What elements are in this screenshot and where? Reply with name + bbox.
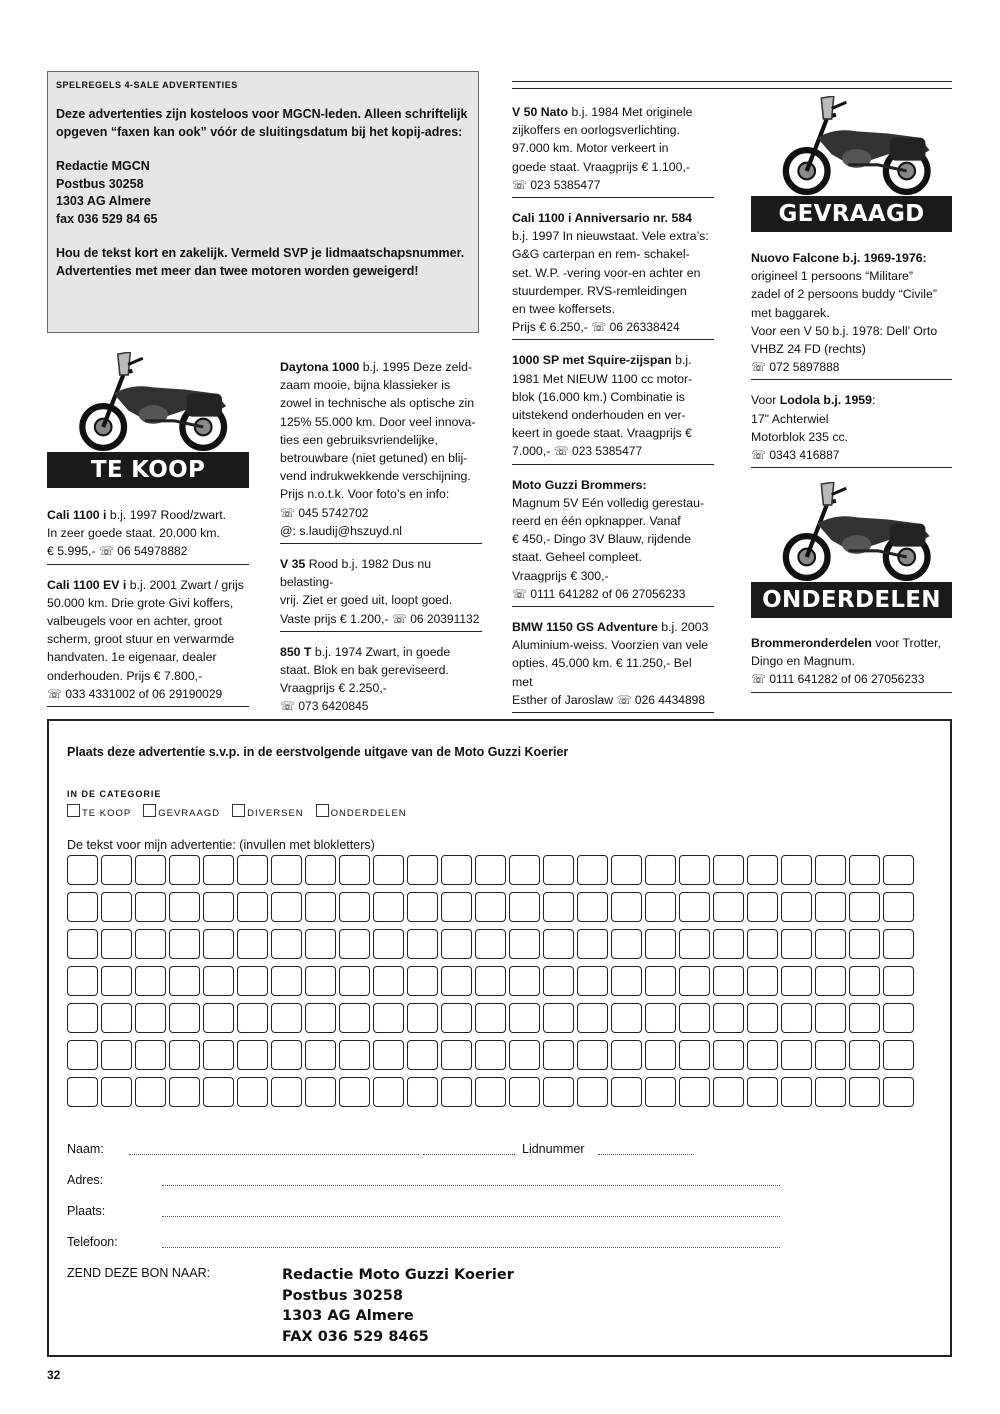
letter-cell[interactable] bbox=[407, 1003, 438, 1033]
ad-title: V 35 bbox=[280, 557, 306, 572]
category-te-koop[interactable] bbox=[67, 804, 131, 819]
ad-item bbox=[512, 198, 714, 340]
category-option-label: DIVERSEN bbox=[247, 808, 304, 819]
category-diversen[interactable] bbox=[232, 804, 304, 819]
send-address-line: FAX 036 529 8465 bbox=[282, 1328, 429, 1345]
letter-cell[interactable] bbox=[101, 892, 132, 922]
letter-cell[interactable] bbox=[101, 855, 132, 885]
letter-cell[interactable] bbox=[645, 1003, 676, 1033]
letter-cell[interactable] bbox=[883, 1077, 914, 1107]
letter-cell[interactable] bbox=[169, 892, 200, 922]
letter-cell[interactable] bbox=[849, 1003, 880, 1033]
rules-address-line: fax 036 529 84 65 bbox=[56, 211, 158, 226]
letter-cell[interactable] bbox=[679, 929, 710, 959]
letter-cell[interactable] bbox=[747, 1077, 778, 1107]
letter-cell[interactable] bbox=[849, 929, 880, 959]
letter-cell[interactable] bbox=[815, 892, 846, 922]
letter-cell[interactable] bbox=[475, 1003, 506, 1033]
letter-cell[interactable] bbox=[815, 929, 846, 959]
checkbox[interactable] bbox=[232, 804, 245, 817]
letter-cell[interactable] bbox=[883, 855, 914, 885]
category-label: IN DE CATEGORIE bbox=[67, 789, 162, 799]
ad-item bbox=[512, 465, 714, 607]
letter-cell[interactable] bbox=[339, 929, 370, 959]
letter-cell[interactable] bbox=[305, 1003, 336, 1033]
letter-cell[interactable] bbox=[203, 1040, 234, 1070]
ad-body: Rood b.j. 1982 Dus nu belasting- vrij. Ziet er goed uit, loopt goed. Vaste prijs € 1.200,- bbox=[280, 557, 453, 626]
name-label: Naam: bbox=[67, 1142, 104, 1156]
category-onderdelen[interactable] bbox=[316, 804, 407, 819]
letter-cell[interactable] bbox=[509, 1003, 540, 1033]
ad-phone: ☏ 023 5385477 bbox=[553, 444, 643, 459]
city-label: Plaats: bbox=[67, 1204, 106, 1218]
letter-cell[interactable] bbox=[883, 1003, 914, 1033]
letter-cell[interactable] bbox=[713, 966, 744, 996]
letter-cell[interactable] bbox=[611, 929, 642, 959]
letter-cell[interactable] bbox=[339, 966, 370, 996]
letter-cell[interactable] bbox=[271, 855, 302, 885]
letter-cell[interactable] bbox=[101, 966, 132, 996]
letter-cell[interactable] bbox=[441, 966, 472, 996]
ad-order-form bbox=[47, 719, 952, 1357]
letter-cell[interactable] bbox=[849, 892, 880, 922]
letter-cell[interactable] bbox=[611, 1077, 642, 1107]
letter-cell[interactable] bbox=[883, 892, 914, 922]
letter-cell[interactable] bbox=[339, 1003, 370, 1033]
letter-cell[interactable] bbox=[441, 1003, 472, 1033]
ad-phone: ☏ 026 4434898 bbox=[616, 692, 705, 707]
ad-title: BMW 1150 GS Adventure bbox=[512, 620, 658, 635]
send-address-line: Redactie Moto Guzzi Koerier bbox=[282, 1267, 514, 1283]
letter-cell[interactable] bbox=[373, 929, 404, 959]
letter-cell[interactable] bbox=[237, 929, 268, 959]
letter-cell[interactable] bbox=[271, 929, 302, 959]
ad-body: b.j. 1981 Met NIEUW 1100 cc motor- blok (16.000 km.) Combinatie is uitstekend onderhouden en ver- keert in goede staat. Vraagprijs € 7.000,- bbox=[512, 353, 693, 459]
letter-cell[interactable] bbox=[781, 855, 812, 885]
letter-cell[interactable] bbox=[67, 892, 98, 922]
letter-cell[interactable] bbox=[67, 966, 98, 996]
letter-cell[interactable] bbox=[237, 1003, 268, 1033]
ad-body: b.j. 1997 In nieuwstaat. Vele extra’s: G&G carterpan en rem- schakel- set. W.P. -vering voor-en achter en stuurdemper. RVS-remleidingen en twee koffersets. Prijs € 6.250,- bbox=[512, 229, 709, 335]
checkbox[interactable] bbox=[316, 804, 329, 817]
letter-cell[interactable] bbox=[271, 1077, 302, 1107]
letter-cell[interactable] bbox=[237, 892, 268, 922]
send-address-line: Postbus 30258 bbox=[282, 1287, 403, 1304]
send-label: ZEND DEZE BON NAAR: bbox=[67, 1266, 211, 1280]
letter-cell[interactable] bbox=[203, 1077, 234, 1107]
letter-cell[interactable] bbox=[645, 855, 676, 885]
address-field[interactable] bbox=[162, 1185, 780, 1186]
top-rule bbox=[512, 81, 952, 82]
letter-cell[interactable] bbox=[271, 892, 302, 922]
letter-cell[interactable] bbox=[373, 892, 404, 922]
letter-cell[interactable] bbox=[237, 1040, 268, 1070]
letter-cell[interactable] bbox=[169, 966, 200, 996]
ad-body: b.j. 2001 Zwart / grijs 50.000 km. Drie grote Givi koffers, valbeugels voor en achter, groot scherm, groot stuur en verwarmde handvaten. 1e eigenaar, dealer onderhouden. Prijs € 7.800,- bbox=[47, 577, 244, 683]
letter-cell[interactable] bbox=[305, 929, 336, 959]
letter-cell[interactable] bbox=[135, 1040, 166, 1070]
ad-title: 850 T bbox=[280, 644, 312, 659]
ad-item bbox=[751, 246, 952, 380]
letter-cell[interactable] bbox=[475, 1077, 506, 1107]
letter-cell[interactable] bbox=[441, 929, 472, 959]
letter-cell[interactable] bbox=[883, 929, 914, 959]
ad-body: voor Trotter, Dingo en Magnum. bbox=[751, 636, 941, 669]
letter-cell[interactable] bbox=[543, 1003, 574, 1033]
letter-cell[interactable] bbox=[747, 1003, 778, 1033]
ad-body: b.j. 1974 Zwart, in goede staat. Blok en bak gereviseerd. Vraagprijs € 2.250,- bbox=[280, 644, 451, 696]
ad-phone: ☏ 033 4331002 of 06 29190029 bbox=[47, 686, 223, 701]
category-options bbox=[67, 804, 407, 819]
gevraagd-banner: GEVRAAGD bbox=[751, 196, 952, 232]
checkbox[interactable] bbox=[143, 804, 156, 817]
rules-address-line: Redactie MGCN bbox=[56, 159, 150, 173]
text-label: De tekst voor mijn advertentie: (invullen met blokletters) bbox=[67, 838, 375, 852]
letter-cell[interactable] bbox=[135, 929, 166, 959]
letter-cell[interactable] bbox=[441, 855, 472, 885]
column-2 bbox=[280, 355, 482, 720]
letter-cell[interactable] bbox=[509, 929, 540, 959]
ad-phone: ☏ 073 6420845 bbox=[280, 699, 369, 714]
letter-cell[interactable] bbox=[305, 1040, 336, 1070]
letter-cell[interactable] bbox=[543, 1040, 574, 1070]
letter-cell[interactable] bbox=[509, 892, 540, 922]
letter-cell[interactable] bbox=[373, 1040, 404, 1070]
ad-item bbox=[280, 632, 482, 720]
letter-cell[interactable] bbox=[679, 1040, 710, 1070]
letter-cell[interactable] bbox=[67, 1040, 98, 1070]
letter-cell[interactable] bbox=[203, 1003, 234, 1033]
ad-phone: ☏ 0111 641282 of 06 27056233 bbox=[512, 586, 686, 601]
letter-cell[interactable] bbox=[373, 855, 404, 885]
letter-cell[interactable] bbox=[271, 1003, 302, 1033]
send-address-line: 1303 AG Almere bbox=[282, 1308, 414, 1324]
ad-body: b.j. 1984 Met originele zijkoffers en oorlogsverlichting. 97.000 km. Motor verkeert in goede staat. Vraagprijs € 1.100,- bbox=[512, 105, 693, 174]
letter-cell[interactable] bbox=[407, 966, 438, 996]
ad-item bbox=[280, 355, 482, 544]
letter-cell[interactable] bbox=[407, 1040, 438, 1070]
rules-address bbox=[56, 158, 470, 228]
ad-phone: ☏ 06 20391132 bbox=[391, 611, 480, 626]
te-koop-banner: TE KOOP bbox=[47, 452, 249, 488]
member-label: Lidnummer bbox=[522, 1142, 585, 1156]
letter-cell[interactable] bbox=[679, 855, 710, 885]
category-gevraagd[interactable] bbox=[143, 804, 220, 819]
letter-cell[interactable] bbox=[271, 1040, 302, 1070]
rules-heading: SPELREGELS 4-SALE ADVERTENTIES bbox=[56, 80, 238, 90]
letter-cell[interactable] bbox=[713, 929, 744, 959]
letter-cell[interactable] bbox=[849, 855, 880, 885]
letter-cell[interactable] bbox=[713, 1003, 744, 1033]
letter-cell[interactable] bbox=[611, 892, 642, 922]
page-number: 32 bbox=[47, 1368, 61, 1382]
onderdelen-header bbox=[751, 482, 952, 618]
letter-cell[interactable] bbox=[475, 929, 506, 959]
ad-email: @: s.laudij@hszuyd.nl bbox=[280, 523, 403, 538]
letter-cell[interactable] bbox=[271, 966, 302, 996]
ad-phone: ☏ 0111 641282 of 06 27056233 bbox=[751, 672, 925, 687]
ad-title: 1000 SP met Squire-zijspan bbox=[512, 353, 672, 368]
ad-item bbox=[751, 380, 952, 468]
ad-title: Cali 1100 EV i bbox=[47, 577, 127, 592]
letter-cell[interactable] bbox=[67, 1077, 98, 1107]
letter-cell[interactable] bbox=[407, 855, 438, 885]
letter-cell[interactable] bbox=[407, 929, 438, 959]
letter-cell[interactable] bbox=[169, 855, 200, 885]
letter-cell[interactable] bbox=[475, 1040, 506, 1070]
letter-cell[interactable] bbox=[645, 966, 676, 996]
ad-title: Cali 1100 i bbox=[47, 508, 107, 522]
letter-cell[interactable] bbox=[781, 1003, 812, 1033]
ad-item bbox=[280, 544, 482, 632]
letter-cell[interactable] bbox=[849, 1077, 880, 1107]
letter-cell[interactable] bbox=[543, 929, 574, 959]
letter-cell[interactable] bbox=[781, 1040, 812, 1070]
name-field-extra[interactable] bbox=[423, 1154, 515, 1155]
letter-cell[interactable] bbox=[101, 929, 132, 959]
checkbox[interactable] bbox=[67, 804, 80, 817]
address-label: Adres: bbox=[67, 1173, 104, 1187]
letter-cell[interactable] bbox=[645, 929, 676, 959]
ad-title: Lodola b.j. 1959 bbox=[779, 393, 872, 408]
letter-cell[interactable] bbox=[135, 892, 166, 922]
rules-note: Hou de tekst kort en zakelijk. Vermeld SVP je lidmaatschapsnummer. Advertenties met meer dan twee motoren worden geweigerd! bbox=[56, 246, 465, 278]
ad-body: b.j. 2003 Aluminium-weiss. Voorzien van vele opties. 45.000 km. € 11.250,- Bel met Esther of Jaroslaw bbox=[512, 620, 709, 707]
letter-cell[interactable] bbox=[203, 855, 234, 885]
letter-cell[interactable] bbox=[339, 892, 370, 922]
phone-label: Telefoon: bbox=[67, 1235, 118, 1249]
letter-cell[interactable] bbox=[373, 1003, 404, 1033]
ad-phone: ☏ 0343 416887 bbox=[751, 448, 840, 463]
letter-cell[interactable] bbox=[781, 892, 812, 922]
letter-cell[interactable] bbox=[815, 1077, 846, 1107]
letter-cell[interactable] bbox=[101, 1003, 132, 1033]
ad-item bbox=[751, 631, 952, 693]
letter-cell[interactable] bbox=[509, 1040, 540, 1070]
letter-cell[interactable] bbox=[543, 966, 574, 996]
letter-cell[interactable] bbox=[815, 966, 846, 996]
top-rule bbox=[512, 88, 952, 89]
letter-cell[interactable] bbox=[67, 929, 98, 959]
letter-cell[interactable] bbox=[645, 1040, 676, 1070]
letter-cell[interactable] bbox=[203, 929, 234, 959]
letter-cell[interactable] bbox=[135, 855, 166, 885]
ad-title: Cali 1100 i Anniversario nr. 584 bbox=[512, 211, 692, 226]
letter-cell[interactable] bbox=[611, 1040, 642, 1070]
letter-cell[interactable] bbox=[781, 1077, 812, 1107]
ad-item bbox=[512, 607, 714, 713]
column-3 bbox=[512, 100, 714, 713]
letter-cell[interactable] bbox=[441, 1077, 472, 1107]
ad-title: Daytona 1000 bbox=[280, 360, 360, 374]
member-number-field[interactable] bbox=[598, 1154, 694, 1155]
ad-body: b.j. 1995 Deze zeld- zaam mooie, bijna klassieker is zowel in technische als optische zin 125% 55.000 km. Door veel innova- ties een gebruiksvriendelijke, betrouwbare (niet getuned) en blij- vend indrukwekkende verschijning. Prijs n.o.t.k. Voor foto’s en info: bbox=[280, 360, 476, 502]
ad-body: Magnum 5V Eén volledig gerestau- reerd en één opknapper. Vanaf € 450,- Dingo 3V Blauw, rijdende staat. Geheel compleet. Vraagprijs € 300,- bbox=[512, 495, 705, 583]
letter-cell[interactable] bbox=[815, 1040, 846, 1070]
letter-cell[interactable] bbox=[781, 929, 812, 959]
category-option-label: ONDERDELEN bbox=[330, 808, 407, 819]
motorcycle-illustration bbox=[751, 482, 952, 582]
letter-cell[interactable] bbox=[169, 929, 200, 959]
letter-cell[interactable] bbox=[509, 966, 540, 996]
letter-cell[interactable] bbox=[373, 1077, 404, 1107]
send-address bbox=[282, 1265, 514, 1347]
ad-title: V 50 Nato bbox=[512, 105, 569, 119]
letter-cell[interactable] bbox=[577, 1003, 608, 1033]
letter-cell[interactable] bbox=[135, 1077, 166, 1107]
letter-cell[interactable] bbox=[849, 1040, 880, 1070]
letter-cell[interactable] bbox=[101, 1077, 132, 1107]
ad-phone: ☏ 023 5385477 bbox=[512, 177, 601, 192]
rules-address-line: 1303 AG Almere bbox=[56, 194, 151, 208]
column-4 bbox=[751, 246, 952, 468]
letter-cell[interactable] bbox=[577, 855, 608, 885]
letter-cell[interactable] bbox=[407, 892, 438, 922]
letter-cell[interactable] bbox=[373, 966, 404, 996]
letter-cell[interactable] bbox=[203, 892, 234, 922]
letter-cell[interactable] bbox=[67, 1003, 98, 1033]
ad-phone: ☏ 045 5742702 bbox=[280, 505, 369, 520]
letter-cell[interactable] bbox=[339, 1040, 370, 1070]
name-field[interactable] bbox=[129, 1154, 419, 1155]
letter-cell[interactable] bbox=[645, 1077, 676, 1107]
motorcycle-illustration bbox=[47, 352, 249, 452]
letter-cell[interactable] bbox=[135, 966, 166, 996]
letter-cell[interactable] bbox=[305, 966, 336, 996]
letter-cell[interactable] bbox=[679, 892, 710, 922]
letter-cell[interactable] bbox=[135, 1003, 166, 1033]
letter-cell[interactable] bbox=[543, 855, 574, 885]
ad-phone: ☏ 06 54978882 bbox=[98, 544, 188, 559]
letter-cell[interactable] bbox=[747, 855, 778, 885]
letter-cell[interactable] bbox=[577, 1077, 608, 1107]
letter-cell[interactable] bbox=[713, 892, 744, 922]
ad-item bbox=[47, 503, 249, 565]
onderdelen-banner: ONDERDELEN bbox=[751, 582, 952, 618]
phone-field[interactable] bbox=[162, 1247, 780, 1248]
letter-cell[interactable] bbox=[679, 1003, 710, 1033]
letter-cell[interactable] bbox=[169, 1003, 200, 1033]
letter-cell[interactable] bbox=[101, 1040, 132, 1070]
letter-cell[interactable] bbox=[203, 966, 234, 996]
letter-cell[interactable] bbox=[849, 966, 880, 996]
letter-cell[interactable] bbox=[679, 1077, 710, 1107]
letter-cell[interactable] bbox=[441, 1040, 472, 1070]
letter-cell[interactable] bbox=[611, 855, 642, 885]
ad-body: b.j. 1997 Rood/zwart. In zeer goede staat. 20.000 km. € 5.995,- bbox=[47, 508, 227, 559]
ad-title: Nuovo Falcone b.j. 1969-1976: bbox=[751, 251, 927, 265]
letter-cell[interactable] bbox=[577, 892, 608, 922]
letter-cell[interactable] bbox=[67, 855, 98, 885]
letter-cell[interactable] bbox=[645, 892, 676, 922]
letter-cell[interactable] bbox=[407, 1077, 438, 1107]
letter-cell[interactable] bbox=[815, 855, 846, 885]
letter-cell[interactable] bbox=[713, 855, 744, 885]
city-field[interactable] bbox=[162, 1216, 780, 1217]
letter-cell[interactable] bbox=[747, 966, 778, 996]
letter-cell[interactable] bbox=[543, 892, 574, 922]
form-intro: Plaats deze advertentie s.v.p. in de eerstvolgende uitgave van de Moto Guzzi Koerier bbox=[67, 745, 569, 759]
letter-cell[interactable] bbox=[883, 1040, 914, 1070]
ad-title: Brommeronderdelen bbox=[751, 636, 872, 650]
ad-prefix: Voor bbox=[751, 393, 780, 408]
letter-cell[interactable] bbox=[577, 1040, 608, 1070]
ad-body: origineel 1 persoons “Militare” zadel of 2 persoons buddy “Civile” met baggarek. Voor een V 50 b.j. 1978: Dell’ Orto VHBZ 24 FD (rechts) bbox=[751, 269, 938, 357]
letter-cell[interactable] bbox=[713, 1040, 744, 1070]
letter-cell[interactable] bbox=[509, 1077, 540, 1107]
gevraagd-header bbox=[751, 96, 952, 232]
letter-cell[interactable] bbox=[339, 855, 370, 885]
rules-address-line: Postbus 30258 bbox=[56, 176, 144, 191]
category-option-label: GEVRAAGD bbox=[158, 808, 221, 819]
ad-item bbox=[512, 340, 714, 464]
letter-cell[interactable] bbox=[169, 1077, 200, 1107]
ad-phone: ☏ 06 26338424 bbox=[591, 320, 680, 335]
letter-cell[interactable] bbox=[611, 1003, 642, 1033]
letter-cell[interactable] bbox=[679, 966, 710, 996]
letter-cell[interactable] bbox=[747, 929, 778, 959]
letter-cell[interactable] bbox=[305, 1077, 336, 1107]
letter-cell[interactable] bbox=[237, 966, 268, 996]
letter-cell[interactable] bbox=[747, 1040, 778, 1070]
letter-cell[interactable] bbox=[237, 855, 268, 885]
letter-cell[interactable] bbox=[475, 892, 506, 922]
column-4b bbox=[751, 631, 952, 693]
letter-cell[interactable] bbox=[305, 892, 336, 922]
ad-title: Moto Guzzi Brommers: bbox=[512, 477, 647, 492]
ad-item bbox=[512, 100, 714, 198]
letter-cell[interactable] bbox=[169, 1040, 200, 1070]
letter-cell[interactable] bbox=[339, 1077, 370, 1107]
letter-cell[interactable] bbox=[781, 966, 812, 996]
letter-cell[interactable] bbox=[237, 1077, 268, 1107]
rules-intro: Deze advertenties zijn kosteloos voor MGCN-leden. Alleen schriftelijk opgeven “faxen kan ook” vóór de sluitingsdatum bij het kopij-adres: bbox=[56, 107, 468, 139]
letter-cell[interactable] bbox=[441, 892, 472, 922]
letter-cell[interactable] bbox=[305, 855, 336, 885]
letter-cell[interactable] bbox=[747, 892, 778, 922]
letter-cell[interactable] bbox=[577, 929, 608, 959]
letter-cell[interactable] bbox=[713, 1077, 744, 1107]
category-option-label: TE KOOP bbox=[82, 808, 132, 819]
column-1 bbox=[47, 503, 249, 707]
motorcycle-illustration bbox=[751, 96, 952, 196]
letter-cell[interactable] bbox=[611, 966, 642, 996]
te-koop-header bbox=[47, 352, 249, 488]
letter-cell[interactable] bbox=[577, 966, 608, 996]
letter-cell[interactable] bbox=[815, 1003, 846, 1033]
letter-cell[interactable] bbox=[883, 966, 914, 996]
letter-cell[interactable] bbox=[543, 1077, 574, 1107]
letter-cell[interactable] bbox=[509, 855, 540, 885]
ad-body: : 17" Achterwiel Motorblok 235 cc. bbox=[751, 393, 876, 444]
ad-item bbox=[47, 565, 249, 707]
rules-box bbox=[47, 71, 479, 333]
letter-cell[interactable] bbox=[475, 966, 506, 996]
letter-cell[interactable] bbox=[475, 855, 506, 885]
ad-phone: ☏ 072 5897888 bbox=[751, 360, 840, 375]
